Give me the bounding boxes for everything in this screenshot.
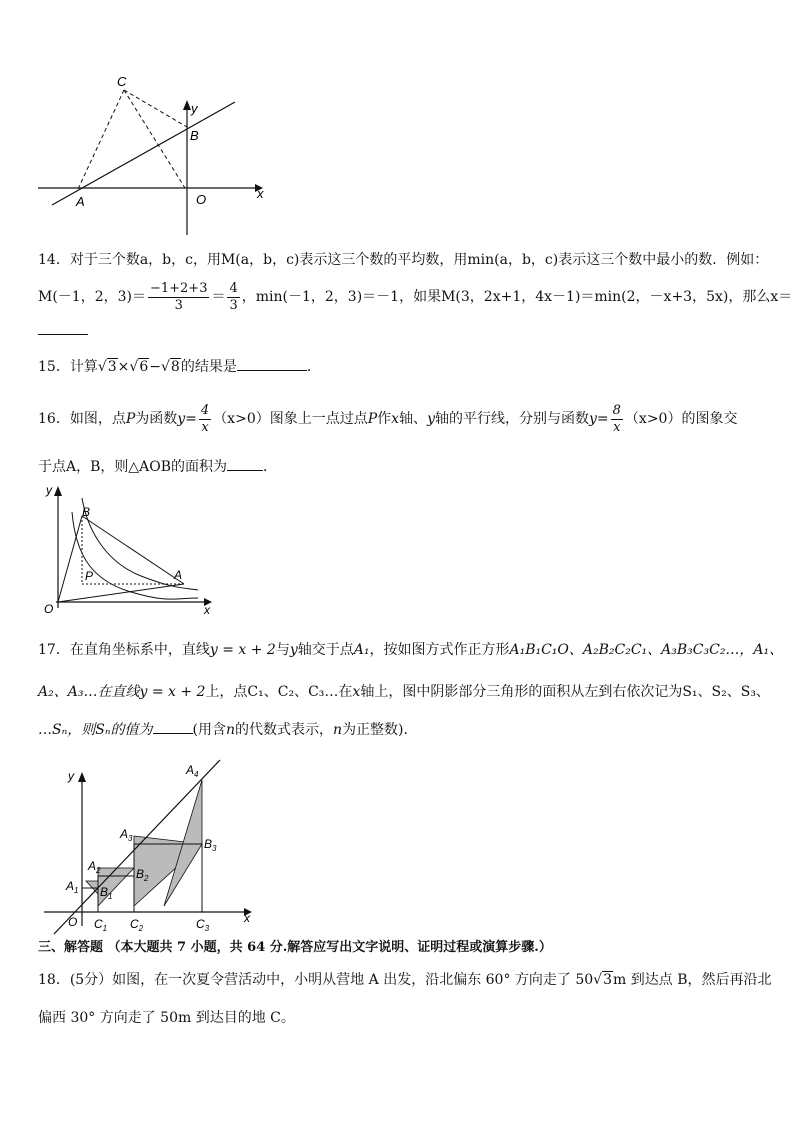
label-b: B <box>190 128 199 143</box>
figure-squares <box>34 756 264 936</box>
q14-fraction-2 <box>227 281 239 314</box>
q15-text-b: 的结果是 <box>180 359 237 375</box>
figure-hyperbolas <box>36 478 226 618</box>
fig17-label-a1: $A_1$ <box>66 879 79 895</box>
q17-eqn2: y = x + 2 <box>139 684 206 700</box>
fig16-label-x: x <box>204 603 210 617</box>
q14-frac2-den: 3 <box>229 297 238 313</box>
fig17-label-a3: $A_3$ <box>120 827 133 843</box>
q16-text-e: 轴、 <box>399 411 428 427</box>
q14-line2 <box>38 275 792 319</box>
q18-line2: 偏西 30° 方向走了 50m 到达目的地 C。 <box>38 1010 295 1026</box>
figure-triangle-abc <box>30 70 280 240</box>
line-ab <box>52 102 235 205</box>
q14-line1: 14．对于三个数a，b，c，用M(a，b，c)表示这三个数的平均数，用min(a，b，c)表示这三个数中最小的数．例如： <box>38 252 769 268</box>
fig17-label-c3: $C_3$ <box>196 917 210 933</box>
curve-y-4-over-x <box>72 512 198 599</box>
fig16-label-o: O <box>44 602 54 616</box>
q17-line3-d: 为正整数)． <box>342 722 418 738</box>
q15-text-a: 15．计算 <box>38 359 98 375</box>
q17-a1: A₁ <box>353 642 370 658</box>
q18-text-b: m 到达点 B，然后再沿北 <box>613 972 772 988</box>
q17-line3-b: (用含 <box>192 722 226 738</box>
q16-y3: y <box>588 411 597 427</box>
q15-root-8: √8 <box>160 359 180 375</box>
fig17-y-arrow <box>78 772 86 782</box>
q16-fraction-2 <box>611 403 623 436</box>
dashed-co <box>124 90 185 188</box>
fig16-label-p: P <box>85 569 94 583</box>
q17-y: y <box>289 642 298 658</box>
q17-answer-blank[interactable] <box>153 719 193 734</box>
q17-x: x <box>352 684 361 700</box>
y-axis-arrow <box>183 100 191 110</box>
q14-answer-blank[interactable] <box>38 322 88 335</box>
dashed-ca <box>78 90 124 189</box>
fig16-y-arrow <box>54 486 62 496</box>
section-3-heading: 三、解答题 （本大题共 7 小题，共 64 分.解答应写出文字说明、证明过程或演算步骤.） <box>38 940 552 955</box>
dashed-cb <box>124 90 187 127</box>
q16-x1: x <box>391 411 400 427</box>
label-x: x <box>257 186 264 201</box>
fig17-label-c2: $C_2$ <box>130 917 144 933</box>
q17-eqn: y = x + 2 <box>209 642 276 658</box>
q16-f1-num: 4 <box>200 402 210 418</box>
q17-n2: n <box>333 722 343 738</box>
q16-eq2: = <box>596 411 609 427</box>
q15-times: × <box>117 359 130 375</box>
q16-line2 <box>38 456 277 477</box>
fig17-label-x: x <box>244 911 250 925</box>
q17-line3-c: 的代数式表示， <box>235 722 334 738</box>
fig17-label-c1: $C_1$ <box>94 917 108 933</box>
q17-text-c: 轴交于点 <box>297 642 354 658</box>
q16-f2-num: 8 <box>612 402 621 418</box>
q16-p2: P <box>367 411 378 427</box>
q17-text-b: 与 <box>275 642 290 658</box>
q14-text-a: M(－1，2，3)＝ <box>38 289 146 305</box>
segment-ob <box>58 516 82 602</box>
q14-eq: ＝ <box>211 289 226 305</box>
label-a: A <box>76 194 85 209</box>
q16-y1: y <box>177 411 186 427</box>
q15-end: ． <box>306 359 321 375</box>
q15-root-6: √6 <box>129 359 149 375</box>
q15-minus: − <box>149 359 161 375</box>
q15-answer-blank[interactable] <box>237 356 307 371</box>
q17-text-d: ，按如图方式作正方形 <box>369 642 510 658</box>
q16-text-b: 为函数 <box>135 411 178 427</box>
q18-root-3: √3 <box>593 972 613 988</box>
q16-text-line2: 于点A，B，则△AOB的面积为 <box>38 459 228 475</box>
fig16-label-a: A <box>174 568 183 582</box>
q15-line <box>38 356 321 377</box>
fig17-label-o: O <box>68 915 78 929</box>
q17-n1: n <box>226 722 236 738</box>
q16-fraction-1 <box>199 403 211 436</box>
q16-line1 <box>38 397 737 441</box>
fig17-label-b1: $B_1$ <box>100 885 113 901</box>
fig17-label-b2: $B_2$ <box>136 867 149 883</box>
q16-text-f: 轴的平行线，分别与函数 <box>434 411 589 427</box>
fig17-label-y: y <box>68 769 74 783</box>
fig17-label-a4: $A_4$ <box>186 763 199 779</box>
q17-line2-c: 轴上，图中阴影部分三角形的面积从左到右依次记为S₁、S₂、S₃、 <box>360 684 770 700</box>
q16-y2: y <box>427 411 435 427</box>
q16-p: P <box>125 411 136 427</box>
fig16-label-y: y <box>46 483 52 497</box>
q14-fraction-1 <box>148 281 210 314</box>
q17-text-a: 17．在直角坐标系中，直线 <box>38 642 210 658</box>
q17-line1 <box>38 640 783 660</box>
q16-text-d: 作 <box>377 411 392 427</box>
q14-text-b: ，min(－1，2，3)＝－1，如果M(3，2x+1，4x－1)＝min(2，－x+3，5x)，那么x＝ <box>241 289 793 305</box>
fig17-label-b3: $B_3$ <box>204 837 217 853</box>
q14-frac1-den: 3 <box>174 297 183 313</box>
fig16-label-b: B <box>82 505 91 519</box>
q16-text-a: 16．如图，点 <box>38 411 126 427</box>
q16-text-c: （x>0）图象上一点过点 <box>213 411 368 427</box>
q18-line1 <box>38 970 771 990</box>
q15-root-3: √3 <box>97 359 117 375</box>
q17-line2 <box>38 682 770 702</box>
q17-squares: A₁B₁C₁O、A₂B₂C₂C₁、A₃B₃C₃C₂…，A₁、 <box>509 642 784 658</box>
q16-f1-den: x <box>201 419 209 435</box>
fig17-label-a2: $A_2$ <box>88 859 101 875</box>
q16-f2-den: x <box>613 419 621 435</box>
q14-frac1-num: −1+2+3 <box>149 280 208 296</box>
label-y: y <box>191 101 198 116</box>
q16-end: ． <box>263 459 278 475</box>
label-o: O <box>196 192 207 207</box>
q16-text-g: （x>0）的图象交 <box>624 411 738 427</box>
q16-eq1: = <box>185 411 197 427</box>
q17-line2-a: A₂、A₃…在直线 <box>38 684 140 700</box>
q14-frac2-num: 4 <box>229 280 238 296</box>
q17-line3-a: …Sₙ，则Sₙ的值为 <box>38 722 153 738</box>
q17-line2-b: 上，点C₁、C₂、C₃…在 <box>205 684 353 700</box>
label-c: C <box>117 74 127 89</box>
q18-text-a: 18．(5分）如图，在一次夏令营活动中，小明从营地 A 出发，沿北偏东 60° 方向走了 50 <box>38 972 594 988</box>
q17-line3 <box>38 719 418 740</box>
q16-answer-blank[interactable] <box>227 456 263 471</box>
